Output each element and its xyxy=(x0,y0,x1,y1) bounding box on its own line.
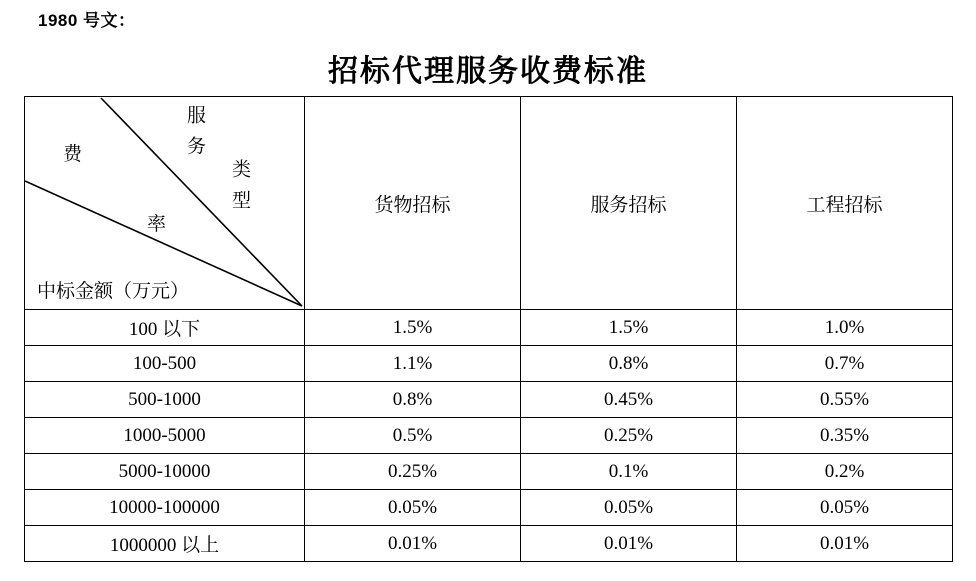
table-row xyxy=(25,526,953,562)
row-value-goods: 0.05% xyxy=(305,490,521,526)
corner-rate-label: 率 xyxy=(147,214,167,235)
corner-fee-label: 费 xyxy=(63,144,83,165)
row-value-goods: 0.8% xyxy=(305,382,521,418)
row-label: 500-1000 xyxy=(25,382,305,418)
row-value-engineering: 0.7% xyxy=(737,346,953,382)
row-value-engineering: 0.01% xyxy=(737,526,953,562)
row-label: 1000-5000 xyxy=(25,418,305,454)
column-header-goods: 货物招标 xyxy=(305,97,521,310)
table-corner-cell xyxy=(25,97,305,310)
row-value-service: 0.8% xyxy=(521,346,737,382)
row-value-goods: 0.01% xyxy=(305,526,521,562)
table-header-row xyxy=(25,97,953,310)
row-label: 100-500 xyxy=(25,346,305,382)
row-label: 10000-100000 xyxy=(25,490,305,526)
document-note: 1980 号文： xyxy=(38,11,136,30)
row-label: 1000000 以上 xyxy=(25,526,305,562)
column-header-engineering: 工程招标 xyxy=(737,97,953,310)
row-value-service: 0.05% xyxy=(521,490,737,526)
table-row xyxy=(25,418,953,454)
row-value-service: 0.45% xyxy=(521,382,737,418)
table-row xyxy=(25,382,953,418)
table-row xyxy=(25,490,953,526)
row-value-engineering: 0.2% xyxy=(737,454,953,490)
fee-standard-table xyxy=(24,96,953,562)
page-title: 招标代理服务收费标准 xyxy=(328,55,648,88)
table-row xyxy=(25,346,953,382)
row-value-service: 0.1% xyxy=(521,454,737,490)
row-value-engineering: 1.0% xyxy=(737,310,953,346)
row-value-service: 0.25% xyxy=(521,418,737,454)
corner-type-label: 类型 xyxy=(229,159,250,221)
row-label: 100 以下 xyxy=(25,310,305,346)
row-value-goods: 0.5% xyxy=(305,418,521,454)
row-value-service: 1.5% xyxy=(521,310,737,346)
row-value-goods: 1.1% xyxy=(305,346,521,382)
column-header-service: 服务招标 xyxy=(521,97,737,310)
corner-amount-label: 中标金额（万元） xyxy=(37,281,190,302)
table-row xyxy=(25,454,953,490)
corner-service-label: 服务 xyxy=(184,105,205,167)
row-value-goods: 0.25% xyxy=(305,454,521,490)
table-row xyxy=(25,310,953,346)
row-value-engineering: 0.35% xyxy=(737,418,953,454)
fee-standard-table-wrapper xyxy=(24,96,952,562)
row-value-goods: 1.5% xyxy=(305,310,521,346)
row-label: 5000-10000 xyxy=(25,454,305,490)
row-value-engineering: 0.55% xyxy=(737,382,953,418)
row-value-service: 0.01% xyxy=(521,526,737,562)
row-value-engineering: 0.05% xyxy=(737,490,953,526)
